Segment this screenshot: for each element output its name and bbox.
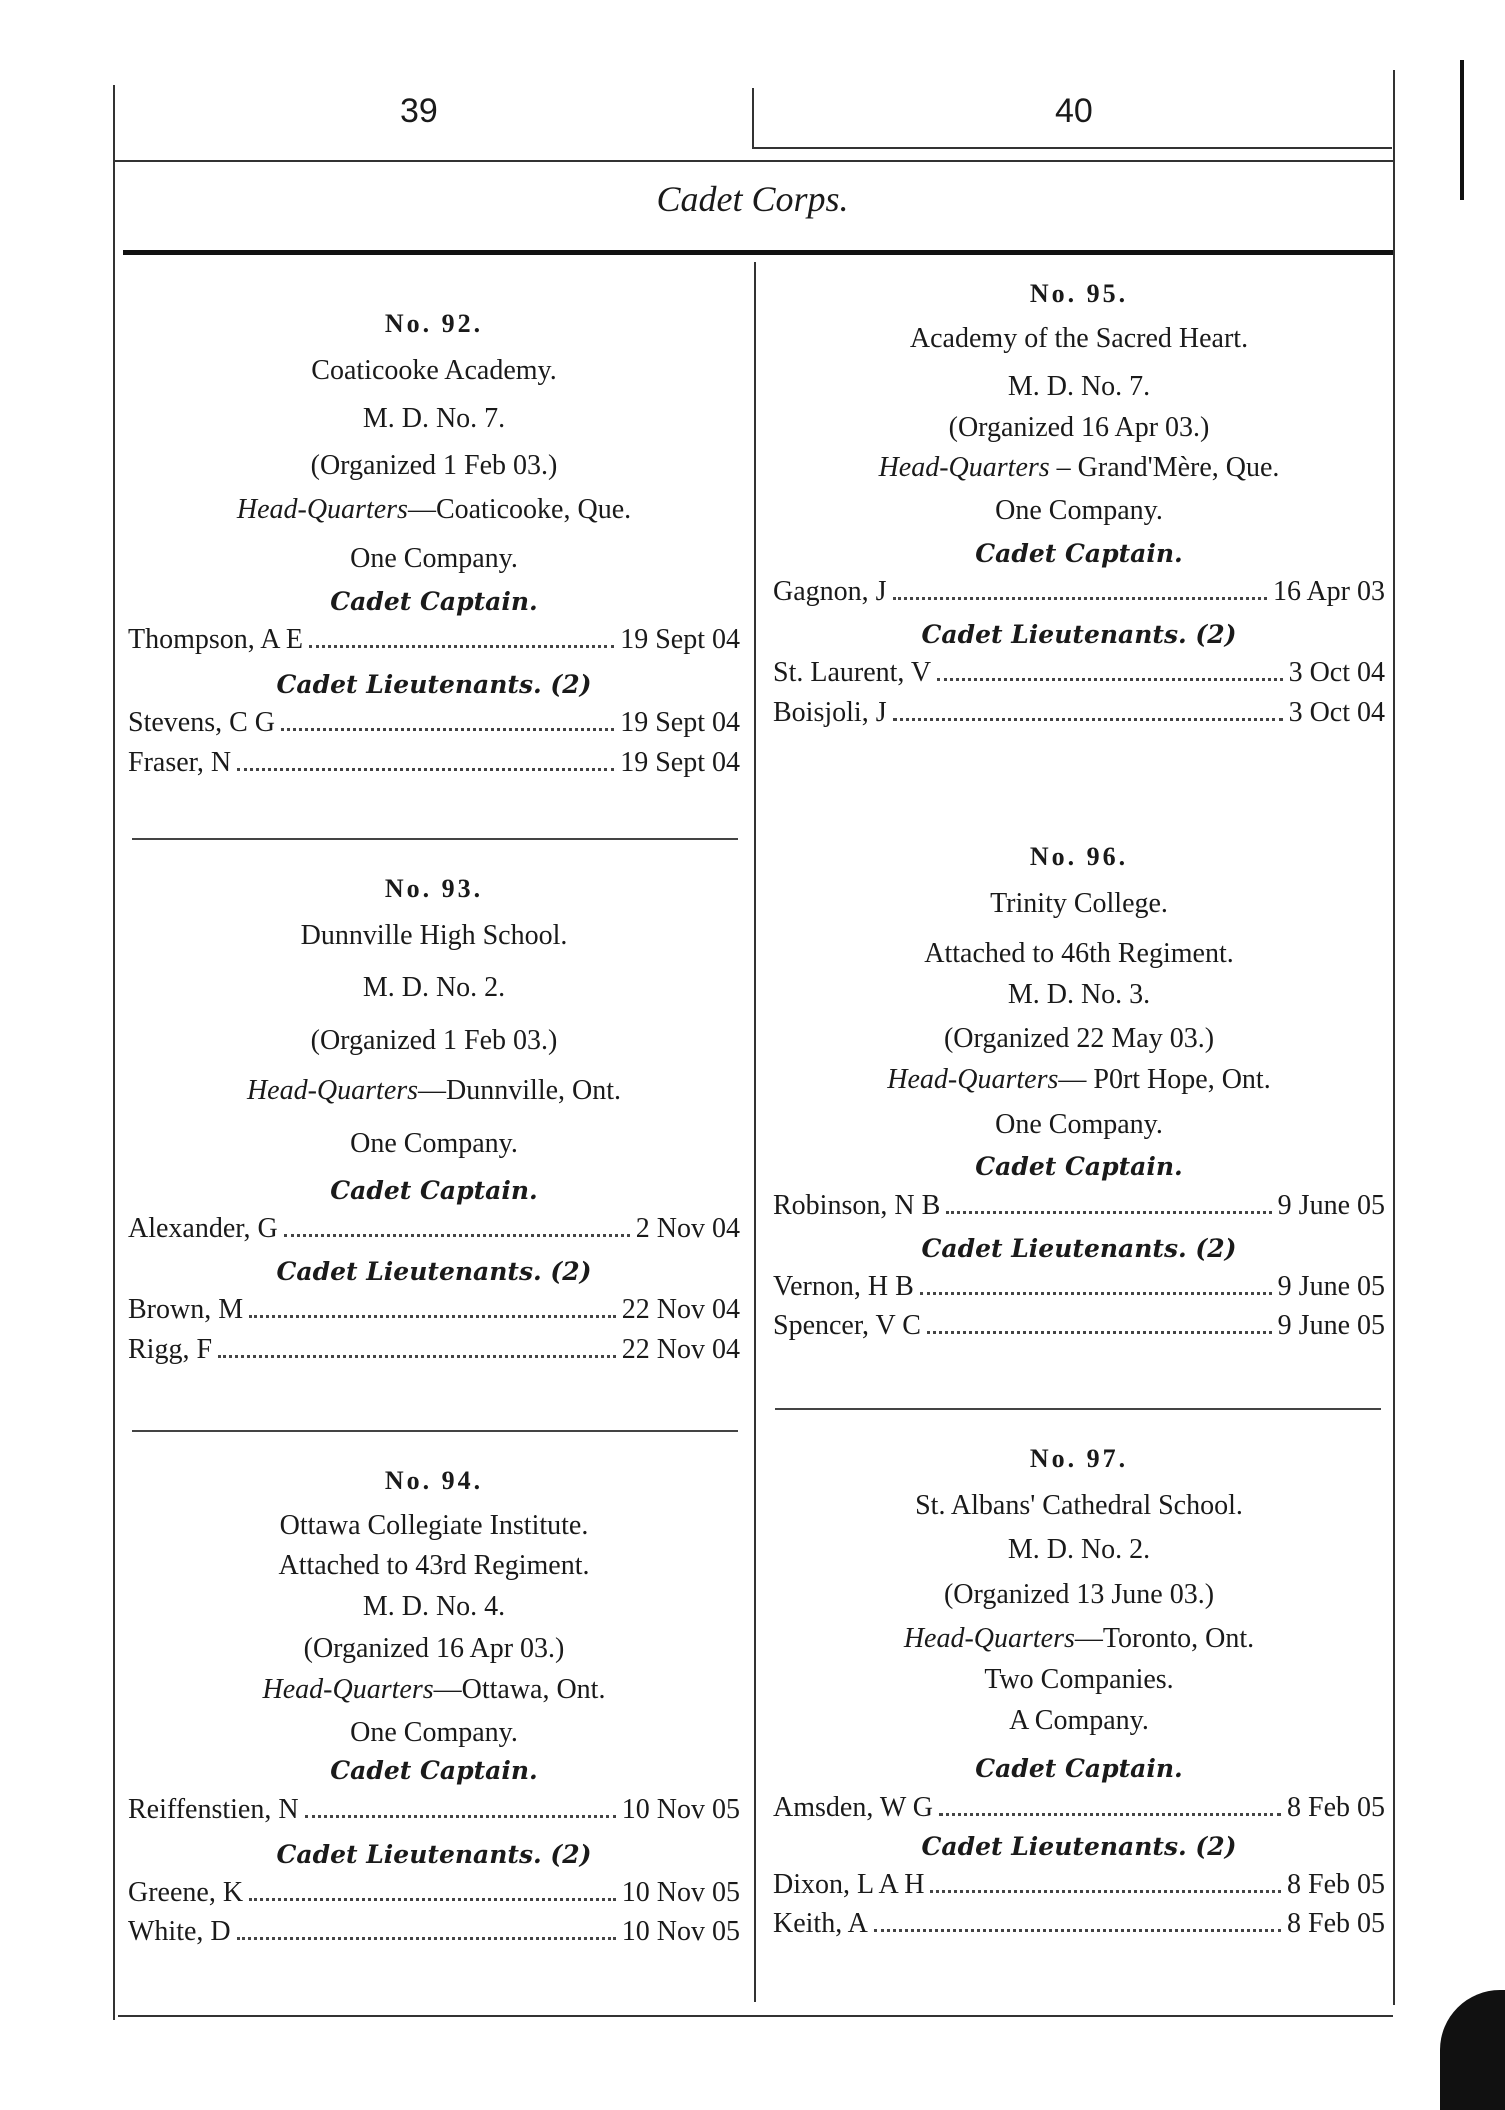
leader-dots	[237, 1937, 616, 1940]
officer-name: Alexander, G	[128, 1212, 278, 1244]
leader-dots	[939, 1813, 1281, 1816]
officer-name: Stevens, C G	[128, 707, 275, 739]
officer-name: St. Laurent, V	[773, 657, 932, 689]
leader-dots	[893, 718, 1283, 721]
corps-name: Academy of the Sacred Heart.	[909, 322, 1249, 354]
leader-dots	[218, 1355, 616, 1358]
headquarters-value: — P0rt Hope, Ont.	[1058, 1064, 1271, 1096]
captain-heading: Cadet Captain.	[330, 1756, 538, 1786]
military-district: M. D. No. 3.	[1007, 978, 1151, 1010]
captain-heading: Cadet Captain.	[975, 1152, 1183, 1182]
appointment-date: 19 Sept 04	[620, 707, 740, 739]
officer-name: Robinson, N B	[773, 1189, 941, 1221]
appointment-date: 10 Nov 05	[621, 1916, 740, 1948]
column-divider-top	[752, 88, 754, 148]
page-title: Cadet Corps.	[656, 179, 849, 219]
corps-entry-94	[128, 1462, 740, 1951]
lieutenant-row	[128, 1330, 740, 1369]
military-district: M. D. No. 2.	[1007, 1534, 1151, 1566]
binding-edge-mark-bottom	[1440, 1990, 1505, 2110]
leader-dots	[937, 678, 1282, 681]
military-district: M. D. No. 2.	[362, 972, 506, 1004]
officer-name: Vernon, H B	[773, 1270, 914, 1302]
attached-regiment: Attached to 46th Regiment.	[924, 938, 1234, 970]
officer-name: Rigg, F	[128, 1333, 213, 1365]
lieutenant-row	[773, 1267, 1385, 1306]
appointment-date: 22 Nov 04	[621, 1333, 740, 1365]
officer-name: Dixon, L A H	[773, 1868, 925, 1900]
companies: One Company.	[995, 495, 1163, 527]
headquarters	[773, 1619, 1385, 1660]
officer-name: Reiffenstien, N	[128, 1793, 299, 1825]
headquarters-value: —Dunnville, Ont.	[418, 1075, 622, 1107]
lieutenant-row	[128, 1873, 740, 1912]
organized-date: (Organized 1 Feb 03.)	[310, 449, 558, 481]
leader-dots	[930, 1890, 1281, 1893]
corps-name: Trinity College.	[990, 887, 1168, 919]
leader-dots	[284, 1234, 630, 1237]
corps-entry-96	[773, 838, 1385, 1345]
section-separator	[132, 1430, 738, 1432]
leader-dots	[920, 1292, 1272, 1295]
headquarters-label: Head-Quarters	[236, 494, 408, 526]
appointment-date: 3 Oct 04	[1288, 696, 1385, 728]
captain-heading: Cadet Captain.	[975, 1754, 1183, 1784]
corps-number: No. 94.	[384, 1466, 484, 1495]
headquarters	[128, 1670, 740, 1711]
captain-row	[773, 572, 1385, 611]
appointment-date: 22 Nov 04	[621, 1294, 740, 1326]
military-district: M. D. No. 4.	[362, 1590, 506, 1622]
title-bottom-rule	[123, 250, 1393, 255]
sub-company: A Company.	[1009, 1704, 1149, 1736]
page-number-left: 39	[400, 92, 438, 130]
appointment-date: 3 Oct 04	[1288, 657, 1385, 689]
captain-heading: Cadet Captain.	[975, 538, 1183, 568]
column-divider	[754, 262, 756, 2002]
lieutenants-heading: Cadet Lieutenants. (2)	[276, 670, 592, 700]
officer-name: White, D	[128, 1916, 231, 1948]
appointment-date: 8 Feb 05	[1287, 1868, 1385, 1900]
corps-number: No. 95.	[1029, 279, 1129, 308]
officer-name: Brown, M	[128, 1294, 244, 1326]
leader-dots	[309, 645, 614, 648]
leader-dots	[305, 1815, 616, 1818]
companies: One Company.	[350, 543, 518, 575]
organized-date: (Organized 13 June 03.)	[943, 1578, 1215, 1610]
headquarters	[773, 448, 1385, 489]
leader-dots	[946, 1211, 1271, 1214]
leader-dots	[249, 1898, 616, 1901]
section-separator	[775, 1408, 1381, 1410]
appointment-date: 16 Apr 03	[1273, 575, 1385, 607]
lieutenant-row	[128, 703, 740, 742]
corps-name: Coaticooke Academy.	[311, 354, 557, 386]
lieutenant-row	[128, 743, 740, 782]
military-district: M. D. No. 7.	[362, 403, 506, 435]
corps-number: No. 92.	[384, 309, 484, 338]
leader-dots	[237, 768, 614, 771]
corps-entry-97	[773, 1440, 1385, 1943]
corps-number: No. 96.	[1029, 842, 1129, 871]
lieutenant-row	[773, 1306, 1385, 1345]
corps-number: No. 97.	[1029, 1444, 1129, 1473]
appointment-date: 9 June 05	[1277, 1310, 1385, 1342]
binding-edge-mark	[1460, 60, 1464, 200]
appointment-date: 8 Feb 05	[1287, 1908, 1385, 1940]
captain-row	[773, 1788, 1385, 1827]
officer-name: Boisjoli, J	[773, 696, 887, 728]
corps-name: Ottawa Collegiate Institute.	[279, 1509, 589, 1541]
organized-date: (Organized 22 May 03.)	[943, 1023, 1215, 1055]
companies: One Company.	[350, 1128, 518, 1160]
headquarters-label: Head-Quarters	[262, 1674, 434, 1706]
officer-name: Fraser, N	[128, 746, 232, 778]
frame-right-rule	[1393, 70, 1395, 2005]
appointment-date: 2 Nov 04	[635, 1212, 740, 1244]
headquarters-value: – Grand'Mère, Que.	[1049, 452, 1280, 484]
corps-entry-92	[128, 305, 740, 782]
captain-row	[773, 1186, 1385, 1225]
lieutenant-row	[128, 1912, 740, 1951]
officer-name: Thompson, A E	[128, 623, 304, 655]
lieutenants-heading: Cadet Lieutenants. (2)	[921, 620, 1237, 650]
organized-date: (Organized 1 Feb 03.)	[310, 1024, 558, 1056]
lieutenant-row	[773, 653, 1385, 692]
captain-heading: Cadet Captain.	[330, 586, 538, 616]
headquarters-label: Head-Quarters	[903, 1623, 1075, 1655]
corps-entry-93	[128, 870, 740, 1369]
leader-dots	[893, 597, 1267, 600]
lieutenants-heading: Cadet Lieutenants. (2)	[276, 1257, 592, 1287]
appointment-date: 8 Feb 05	[1287, 1791, 1385, 1823]
lieutenant-row	[773, 1865, 1385, 1904]
frame-left-rule	[113, 85, 115, 2020]
lieutenant-row	[773, 1904, 1385, 1943]
leader-dots	[249, 1315, 616, 1318]
lieutenant-row	[773, 693, 1385, 732]
captain-row	[128, 1209, 740, 1248]
lieutenants-heading: Cadet Lieutenants. (2)	[921, 1233, 1237, 1263]
headquarters	[128, 490, 740, 531]
corps-number: No. 93.	[384, 874, 484, 903]
officer-name: Greene, K	[128, 1876, 244, 1908]
companies: One Company.	[995, 1108, 1163, 1140]
headquarters-label: Head-Quarters	[246, 1075, 419, 1107]
appointment-date: 9 June 05	[1277, 1189, 1385, 1221]
companies: One Company.	[350, 1716, 518, 1748]
headquarters	[128, 1071, 740, 1112]
corps-name: Dunnville High School.	[300, 919, 568, 951]
appointment-date: 9 June 05	[1277, 1270, 1385, 1302]
officer-name: Spencer, V C	[773, 1310, 921, 1342]
officer-name: Keith, A	[773, 1908, 868, 1940]
attached-regiment: Attached to 43rd Regiment.	[278, 1550, 590, 1582]
appointment-date: 10 Nov 05	[621, 1793, 740, 1825]
corps-name: St. Albans' Cathedral School.	[915, 1489, 1243, 1521]
leader-dots	[927, 1331, 1272, 1334]
section-separator	[132, 838, 738, 840]
organized-date: (Organized 16 Apr 03.)	[303, 1633, 565, 1665]
military-district: M. D. No. 7.	[1007, 371, 1151, 403]
corps-entry-95	[773, 275, 1385, 732]
headquarters-label: Head-Quarters	[887, 1064, 1059, 1096]
header-underline	[752, 147, 1392, 149]
captain-heading: Cadet Captain.	[330, 1175, 538, 1205]
headquarters-value: —Ottawa, Ont.	[433, 1674, 606, 1706]
lieutenants-heading: Cadet Lieutenants. (2)	[921, 1831, 1237, 1861]
captain-row	[128, 1790, 740, 1829]
headquarters	[773, 1060, 1385, 1101]
lieutenant-row	[128, 1290, 740, 1329]
leader-dots	[281, 728, 614, 731]
appointment-date: 19 Sept 04	[620, 746, 740, 778]
captain-row	[128, 620, 740, 659]
appointment-date: 19 Sept 04	[620, 623, 740, 655]
page-number-right: 40	[1055, 92, 1093, 130]
companies: Two Companies.	[984, 1664, 1174, 1696]
officer-name: Gagnon, J	[773, 575, 887, 607]
appointment-date: 10 Nov 05	[621, 1876, 740, 1908]
title-top-rule	[113, 160, 1393, 162]
lieutenants-heading: Cadet Lieutenants. (2)	[276, 1839, 592, 1869]
headquarters-value: —Coaticooke, Que.	[407, 494, 632, 526]
organized-date: (Organized 16 Apr 03.)	[948, 411, 1210, 443]
headquarters-label: Head-Quarters	[878, 452, 1050, 484]
officer-name: Amsden, W G	[773, 1791, 933, 1823]
leader-dots	[874, 1929, 1281, 1932]
page-bottom-rule	[118, 2015, 1393, 2017]
headquarters-value: —Toronto, Ont.	[1074, 1623, 1255, 1655]
